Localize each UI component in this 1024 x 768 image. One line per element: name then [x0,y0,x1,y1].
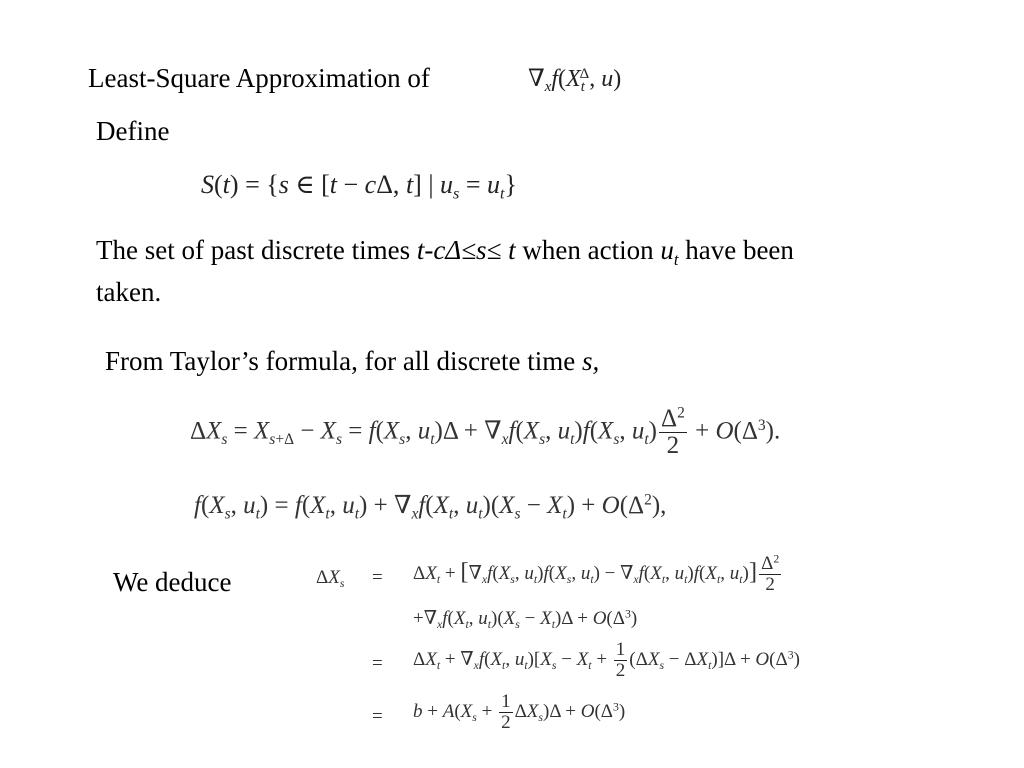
deduction-row-1: $\Delta X_t + [\nabla_xf(X_s$, $u_t)f(X_s$, $u_t) - \nabla_xf(X_t$, $u_t)f(X_t$, $u_t$)] $\frac{\Delta^2}{2}$ [413,552,780,595]
set-description-line1 [96,234,794,269]
set-description-part1: The set of past discrete times [96,235,411,265]
taylor-equation-1: $\Delta X_s = X_{s+\Delta} - X_s = f(X_s$, $u_t)\Delta + \nabla_xf(X_s$, $u_t)f(X_s$, $u_t$) $\frac{\Delta^2}{2}$ + $O(\Delta^3)$. [190,404,781,460]
taylor-intro-text: From Taylor’s formula, for all discrete time [105,346,576,376]
discrete-time-variable: s, [582,346,600,376]
deduction-row-2: $+\nabla_xf(X_t$, $u_t)(X_s - X_t)\Delta + O(\Delta^3)$ [413,607,638,632]
deduction-equals-2: = [372,653,383,674]
define-label: Define [96,116,170,146]
deduce-label: We deduce [113,567,232,597]
deduction-equals-1: = [372,567,383,588]
deduction-row-4: $b + A(X_s$ + $\frac{1}{2}$ $\Delta X_s)\Delta + O(\Delta^3)$ [413,691,626,733]
set-description-part3: have been [685,235,794,265]
set-definition-formula: S(t) = {s ∈ [t − cΔ, t] | $u_s = u_t$} [201,170,517,203]
deduction-lhs: $\Delta X_s$ [316,567,345,591]
deduction-equals-3: = [372,706,383,727]
title-gradient-formula: $\nabla_xf(X_t^\Delta$, u) [528,65,622,96]
slide-title [88,62,430,94]
set-description-part2: when action [522,235,654,265]
action-inline-math: $u_t$ [660,235,679,269]
deduction-row-3: $\Delta X_t + \nabla_xf(X_t$, $u_t)[X_s - X_t$ + $\frac{1}{2}$ $(\Delta X_s - \Delta X_t)]\Delta + O(\Delta^3)$ [413,639,800,681]
slide-title-text: Least-Square Approximation of [88,63,430,93]
time-interval-inline-math: t-cΔ≤s≤ t [416,235,516,265]
taylor-intro [105,345,599,377]
set-description-line2: taken. [96,277,162,307]
taylor-equation-2: $f(X_s$, $u_t) = f(X_t$, $u_t) + \nabla_xf(X_t$, $u_t)(X_s - X_t) + O(\Delta^2)$, [194,491,667,523]
